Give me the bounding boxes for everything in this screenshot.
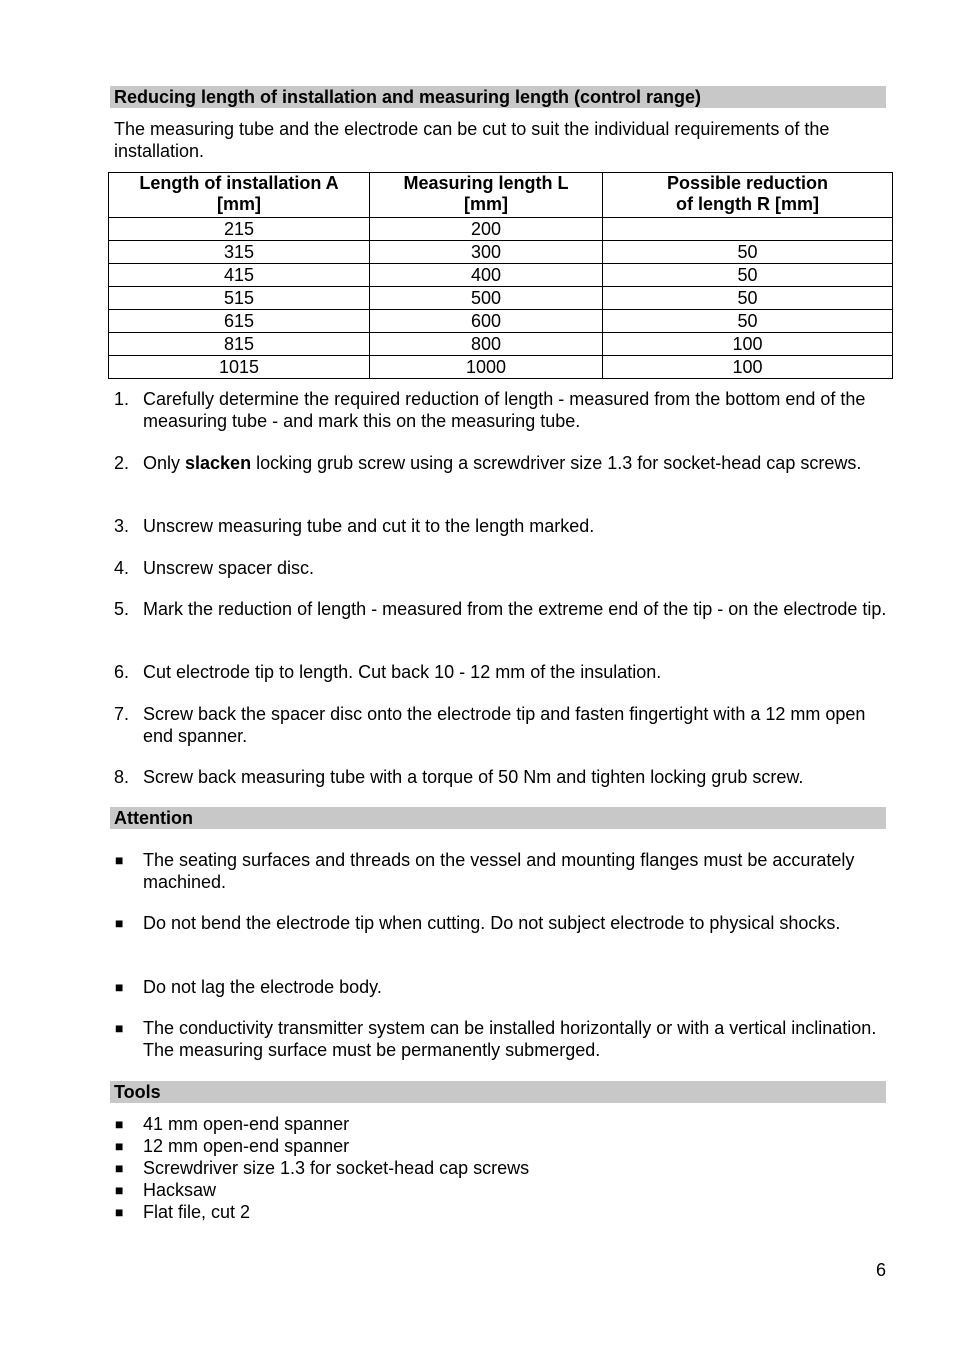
step-item xyxy=(114,766,894,788)
step-item xyxy=(114,515,894,537)
cell-length-l: 300 xyxy=(370,241,603,264)
attention-item xyxy=(114,849,894,893)
step-item xyxy=(114,452,894,474)
emphasis-slacken: slacken xyxy=(185,453,252,473)
tool-item xyxy=(114,1157,894,1179)
step-text: Screw back the spacer disc onto the electrode tip and fasten fingertight with a 12 mm open end spanner. xyxy=(143,704,866,746)
step-number: 1. xyxy=(114,389,130,409)
step-item xyxy=(114,661,894,683)
cell-length-l: 500 xyxy=(370,287,603,310)
section-heading-reducing-length: Reducing length of installation and measuring length (control range) xyxy=(110,86,886,108)
length-table xyxy=(108,172,893,379)
step-number: 7. xyxy=(114,704,130,724)
cell-length-a: 615 xyxy=(109,310,370,333)
cell-reduction-r: 100 xyxy=(603,333,893,356)
bullet-square-icon: ■ xyxy=(115,979,124,995)
cell-length-a: 815 xyxy=(109,333,370,356)
cell-reduction-r: 50 xyxy=(603,264,893,287)
page-number: 6 xyxy=(876,1260,887,1280)
cell-length-l: 200 xyxy=(370,218,603,241)
cell-reduction-r: 50 xyxy=(603,241,893,264)
cell-length-a: 415 xyxy=(109,264,370,287)
step-number: 5. xyxy=(114,599,130,619)
step-text: Unscrew spacer disc. xyxy=(143,558,315,578)
step-number: 3. xyxy=(114,516,130,536)
tool-item xyxy=(114,1201,894,1223)
step-number: 8. xyxy=(114,767,130,787)
step-number: 2. xyxy=(114,453,130,473)
bullet-square-icon: ■ xyxy=(115,1204,124,1220)
cell-length-l: 1000 xyxy=(370,356,603,379)
tool-item xyxy=(114,1179,894,1201)
attention-item xyxy=(114,1017,894,1061)
table-row xyxy=(109,287,893,310)
bullet-square-icon: ■ xyxy=(115,852,124,868)
step-item xyxy=(114,388,894,432)
intro-paragraph: The measuring tube and the electrode can be cut to suit the individual requirements of the installation. xyxy=(114,119,830,161)
section-heading-attention: Attention xyxy=(110,807,886,829)
tool-text: Hacksaw xyxy=(143,1180,217,1200)
table-row xyxy=(109,241,893,264)
section-heading-tools: Tools xyxy=(110,1081,886,1103)
table-row xyxy=(109,310,893,333)
cell-length-a: 315 xyxy=(109,241,370,264)
table-row xyxy=(109,218,893,241)
table-header-row xyxy=(109,173,893,218)
step-text: Only slacken locking grub screw using a screwdriver size 1.3 for socket-head cap screws. xyxy=(143,453,862,473)
step-item xyxy=(114,703,894,747)
step-item xyxy=(114,557,894,579)
cell-length-l: 400 xyxy=(370,264,603,287)
cell-length-a: 515 xyxy=(109,287,370,310)
tool-text: 41 mm open-end spanner xyxy=(143,1114,350,1134)
step-number: 6. xyxy=(114,662,130,682)
cell-reduction-r: 100 xyxy=(603,356,893,379)
tool-item xyxy=(114,1135,894,1157)
bullet-square-icon: ■ xyxy=(115,1160,124,1176)
attention-text: The conductivity transmitter system can be installed horizontally or with a vertical inclination. The measuring surface must be permanently submerged. xyxy=(143,1018,877,1060)
attention-text: Do not bend the electrode tip when cutting. Do not subject electrode to physical shocks. xyxy=(143,913,841,933)
cell-length-l: 800 xyxy=(370,333,603,356)
tool-text: Screwdriver size 1.3 for socket-head cap screws xyxy=(143,1158,530,1178)
bullet-square-icon: ■ xyxy=(115,1020,124,1036)
attention-item xyxy=(114,912,894,934)
step-text: Mark the reduction of length - measured from the extreme end of the tip - on the electrode tip. xyxy=(143,599,887,619)
tool-text: 12 mm open-end spanner xyxy=(143,1136,350,1156)
header-possible-reduction: Possible reduction of length R [mm] xyxy=(603,173,893,218)
table-row xyxy=(109,356,893,379)
table-row xyxy=(109,333,893,356)
bullet-square-icon: ■ xyxy=(115,1138,124,1154)
header-length-installation: Length of installation A [mm] xyxy=(109,173,370,218)
step-text: Unscrew measuring tube and cut it to the length marked. xyxy=(143,516,595,536)
cell-reduction-r xyxy=(603,218,893,241)
bullet-square-icon: ■ xyxy=(115,1182,124,1198)
cell-reduction-r: 50 xyxy=(603,310,893,333)
step-text: Screw back measuring tube with a torque of 50 Nm and tighten locking grub screw. xyxy=(143,767,804,787)
header-measuring-length: Measuring length L [mm] xyxy=(370,173,603,218)
step-item xyxy=(114,598,894,620)
attention-text: Do not lag the electrode body. xyxy=(143,977,382,997)
step-text: Cut electrode tip to length. Cut back 10 - 12 mm of the insulation. xyxy=(143,662,662,682)
step-text: Carefully determine the required reduction of length - measured from the bottom end of the measuring tube - and mark this on the measuring tube. xyxy=(143,389,866,431)
cell-reduction-r: 50 xyxy=(603,287,893,310)
cell-length-l: 600 xyxy=(370,310,603,333)
attention-item xyxy=(114,976,894,998)
tool-text: Flat file, cut 2 xyxy=(143,1202,251,1222)
bullet-square-icon: ■ xyxy=(115,915,124,931)
step-number: 4. xyxy=(114,558,130,578)
tool-item xyxy=(114,1113,894,1135)
table-row xyxy=(109,264,893,287)
attention-text: The seating surfaces and threads on the vessel and mounting flanges must be accurately machined. xyxy=(143,850,855,892)
cell-length-a: 215 xyxy=(109,218,370,241)
bullet-square-icon: ■ xyxy=(115,1116,124,1132)
cell-length-a: 1015 xyxy=(109,356,370,379)
